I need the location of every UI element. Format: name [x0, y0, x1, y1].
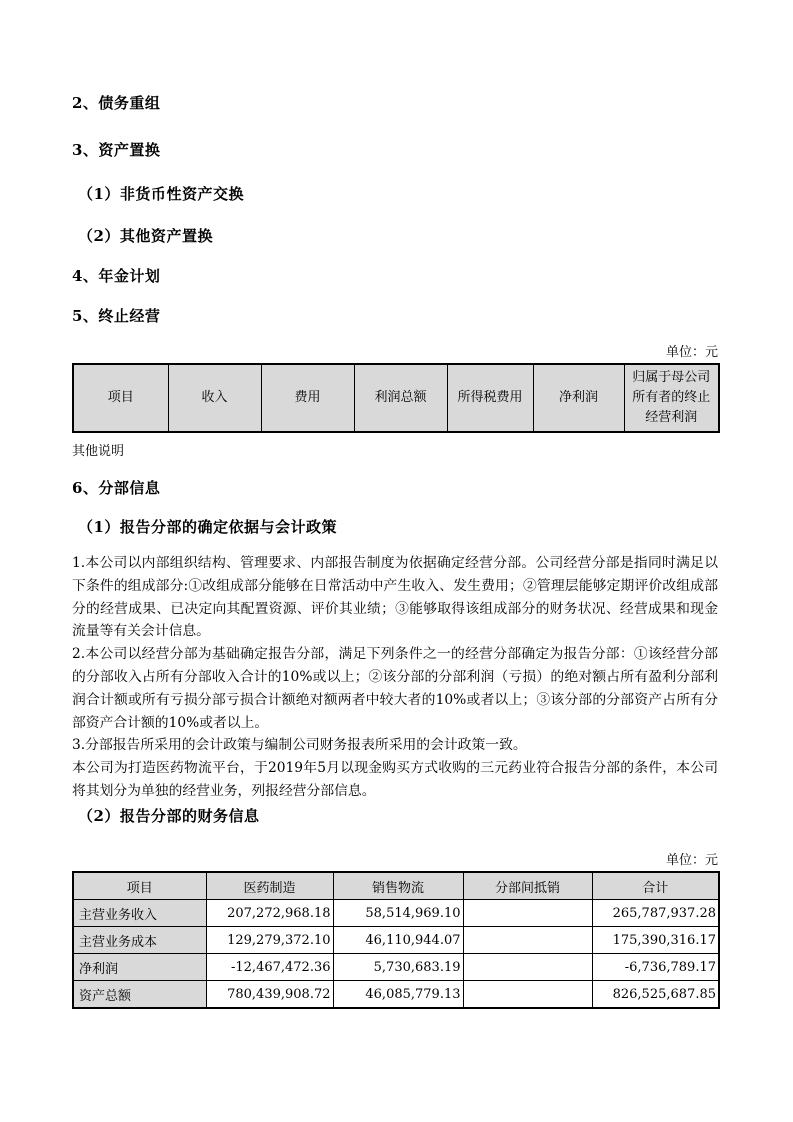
cell-value: 780,439,908.72 — [206, 981, 333, 1009]
row-label: 主营业务收入 — [73, 900, 206, 927]
heading-other-asset-swap: （2）其他资产置换 — [78, 227, 213, 245]
th-total-profit: 利润总额 — [354, 364, 447, 432]
segment-policy-paragraphs — [72, 552, 718, 803]
cell-value: 175,390,316.17 — [592, 927, 719, 954]
th-item: 项目 — [73, 872, 206, 900]
cell-value — [463, 981, 592, 1009]
th-sales-logistics: 销售物流 — [333, 872, 463, 900]
unit-label-2: 单位：元 — [665, 853, 718, 868]
paragraph-line: 流量等有关会计信息。 — [72, 623, 210, 640]
unit-label-1: 单位：元 — [665, 345, 718, 360]
cell-value: 46,110,944.07 — [333, 927, 463, 954]
paragraph-line: 本公司为打造医药物流平台，于2019年5月以现金购买方式收购的三元药业符合报告分部的条件，本公司 — [72, 760, 718, 777]
heading-nonmonetary-asset-exchange: （1）非货币性资产交换 — [78, 185, 244, 203]
paragraph-line: 1.本公司以内部组织结构、管理要求、内部报告制度为依据确定经营分部。公司经营分部是指同时满足以 — [72, 555, 718, 571]
paragraph-line: 3.分部报告所采用的会计政策与编制公司财务报表所采用的会计政策一致。 — [72, 737, 527, 754]
paragraph-line: 2.本公司以经营分部为基础确定报告分部，满足下列条件之一的经营分部确定为报告分部：①该经营分部 — [72, 646, 718, 663]
th-pharma-manufacturing: 医药制造 — [206, 872, 333, 900]
segment-financials-table — [72, 871, 720, 1009]
heading-annuity-plan: 4、年金计划 — [72, 267, 161, 285]
table-header-row — [73, 364, 719, 432]
th-net-profit: 净利润 — [533, 364, 624, 432]
th-income: 收入 — [168, 364, 261, 432]
paragraph-line: 部资产合计额的10%或者以上。 — [72, 714, 269, 731]
cell-value: 265,787,937.28 — [592, 900, 719, 927]
cell-value: 5,730,683.19 — [333, 954, 463, 981]
table-row-main-cost — [73, 927, 719, 954]
table-row-main-revenue — [73, 900, 719, 927]
cell-value: 207,272,968.18 — [206, 900, 333, 927]
th-item: 项目 — [73, 364, 168, 432]
paragraph-line: 润合计额或所有亏损分部亏损合计额绝对额两者中较大者的10%或者以上；③该分部的分部资产占所有分 — [72, 691, 718, 708]
th-total: 合计 — [592, 872, 719, 900]
th-expense: 费用 — [261, 364, 354, 432]
discontinued-operations-table — [72, 363, 720, 433]
paragraph-line: 下条件的组成部分:①改组成部分能够在日常活动中产生收入、发生费用；②管理层能够定期评价改组成部 — [72, 577, 718, 594]
table-row-total-assets — [73, 981, 719, 1009]
table-row-net-profit — [73, 954, 719, 981]
cell-value — [463, 900, 592, 927]
heading-asset-swap: 3、资产置换 — [72, 141, 161, 159]
th-intersegment-elimination: 分部间抵销 — [463, 872, 592, 900]
heading-segment-info: 6、分部信息 — [72, 479, 161, 497]
row-label: 资产总额 — [73, 981, 206, 1009]
paragraph-line: 分的经营成果、已决定向其配置资源、评价其业绩；③能够取得该组成部分的财务状况、经营成果和现金 — [72, 600, 718, 617]
heading-discontinued-operations: 5、终止经营 — [72, 307, 161, 325]
cell-value: 826,525,687.85 — [592, 981, 719, 1009]
cell-value — [463, 954, 592, 981]
cell-value — [463, 927, 592, 954]
th-income-tax: 所得税费用 — [447, 364, 533, 432]
th-parent-discontinued-profit: 归属于母公司所有者的终止经营利润 — [624, 364, 719, 432]
cell-value: 46,085,779.13 — [333, 981, 463, 1009]
cell-value: 58,514,969.10 — [333, 900, 463, 927]
other-notes-label: 其他说明 — [72, 444, 125, 459]
row-label: 净利润 — [73, 954, 206, 981]
heading-debt-restructuring: 2、债务重组 — [72, 94, 161, 112]
cell-value: -12,467,472.36 — [206, 954, 333, 981]
heading-segment-basis-policy: （1）报告分部的确定依据与会计政策 — [78, 518, 337, 536]
row-label: 主营业务成本 — [73, 927, 206, 954]
paragraph-line: 的分部收入占所有分部收入合计的10%或以上；②该分部的分部利润（亏损）的绝对额占所有盈利分部利 — [72, 668, 718, 685]
paragraph-line: 将其划分为单独的经营业务，列报经营分部信息。 — [72, 782, 376, 799]
heading-segment-financials: （2）报告分部的财务信息 — [78, 807, 260, 825]
table-header-row — [73, 872, 719, 900]
cell-value: 129,279,372.10 — [206, 927, 333, 954]
cell-value: -6,736,789.17 — [592, 954, 719, 981]
